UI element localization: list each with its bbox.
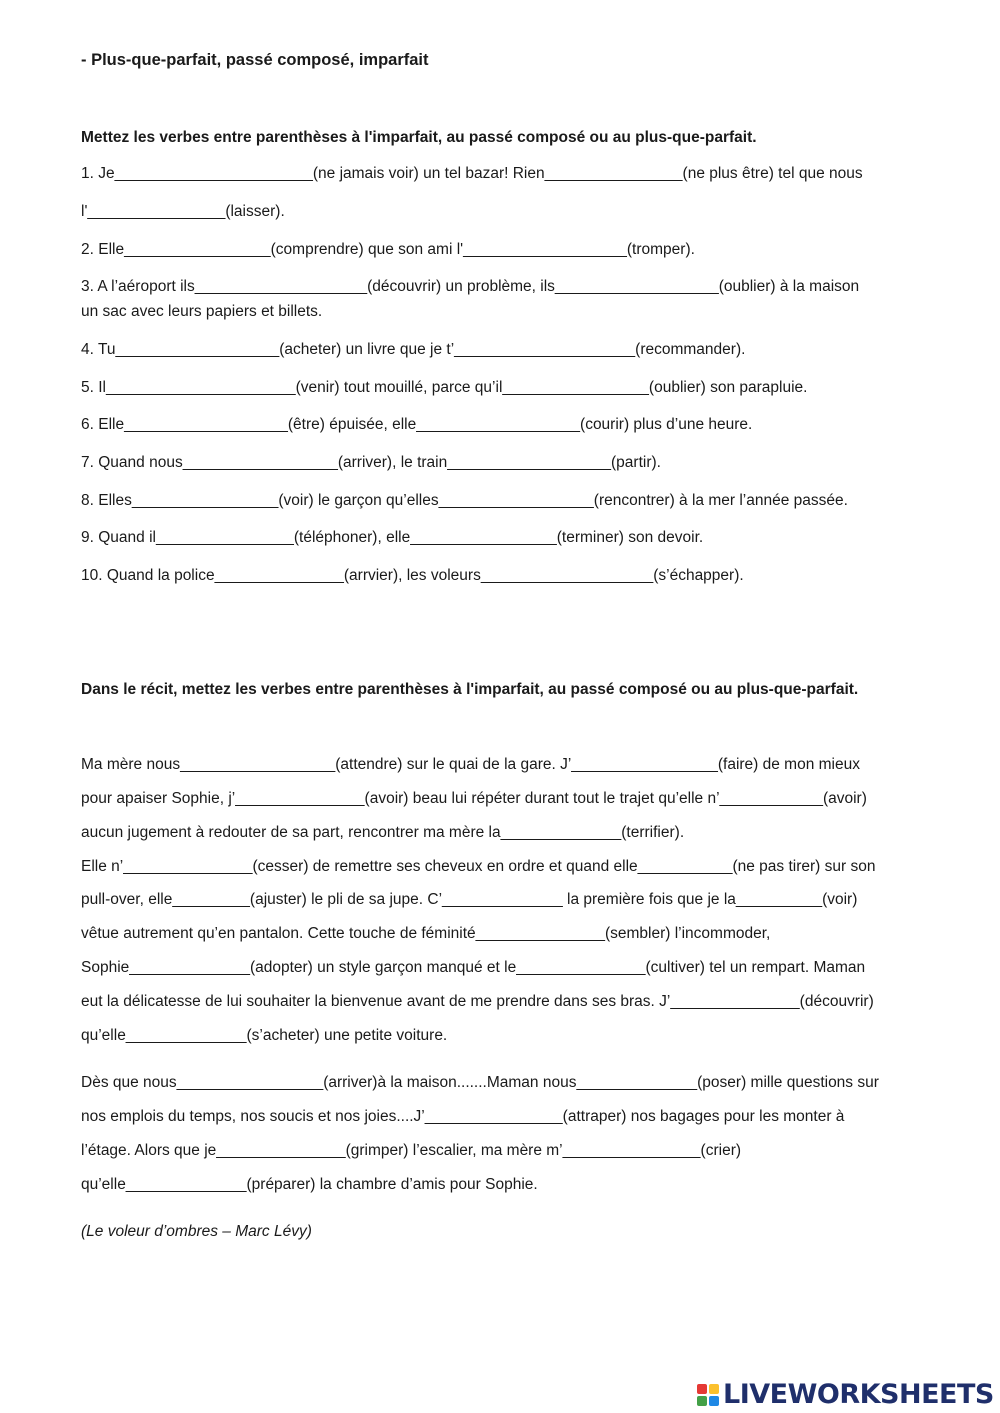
story-line: Ma mère nous__________________(attendre) sur le quai de la gare. J’_________________(faire) de mon mieux (81, 756, 860, 773)
story-line: pull-over, elle_________(ajuster) le pli de sa jupe. C’______________ la première fois que je la__________(voir) (81, 891, 858, 908)
story-line: nos emplois du temps, nos soucis et nos joies....J’________________(attraper) nos bagages pour les monter à (81, 1108, 845, 1125)
instruction-section-1: Mettez les verbes entre parenthèses à l'imparfait, au passé composé ou au plus-que-parfait. (81, 129, 757, 146)
exercise-line: 5. Il______________________(venir) tout mouillé, parce qu’il_________________(oublier) son parapluie. (81, 379, 808, 396)
exercise-line: 10. Quand la police_______________(arrvier), les voleurs____________________(s’échapper). (81, 567, 744, 584)
exercise-line: 1. Je_______________________(ne jamais voir) un tel bazar! Rien________________(ne plus être) tel que nous (81, 165, 863, 182)
exercise-line: un sac avec leurs papiers et billets. (81, 303, 323, 320)
story-line: aucun jugement à redouter de sa part, rencontrer ma mère la______________(terrifier). (81, 824, 685, 841)
logo-text: LIVEWORKSHEETS (723, 1379, 994, 1410)
story-line: pour apaiser Sophie, j’_______________(avoir) beau lui répéter durant tout le trajet qu’elle n’____________(avoir) (81, 790, 867, 807)
story-line: vêtue autrement qu’en pantalon. Cette touche de féminité_______________(sembler) l’incommoder, (81, 925, 771, 942)
exercise-line: 9. Quand il________________(téléphoner), elle_________________(terminer) son devoir. (81, 529, 704, 546)
story-line: Dès que nous_________________(arriver)à la maison.......Maman nous______________(poser) mille questions sur (81, 1074, 879, 1091)
liveworksheets-logo (697, 1381, 994, 1409)
story-line: Elle n’_______________(cesser) de remettre ses cheveux en ordre et quand elle___________(ne pas tirer) sur son (81, 858, 876, 875)
exercise-line: l'________________(laisser). (81, 203, 285, 220)
exercise-line: 4. Tu___________________(acheter) un livre que je t’_____________________(recommander). (81, 341, 746, 358)
exercise-line: 3. A l’aéroport ils____________________(découvrir) un problème, ils___________________(oublier) à la maison (81, 278, 860, 295)
exercise-line: 2. Elle_________________(comprendre) que son ami l'___________________(tromper). (81, 241, 695, 258)
exercise-line: 7. Quand nous__________________(arriver), le train___________________(partir). (81, 454, 661, 471)
liveworksheets-logo-icon (697, 1384, 719, 1406)
page-title: - Plus-que-parfait, passé composé, imparfait (81, 51, 429, 69)
story-line: qu’elle______________(préparer) la chambre d’amis pour Sophie. (81, 1176, 538, 1193)
story-line: l’étage. Alors que je_______________(grimper) l’escalier, ma mère m’________________(crier) (81, 1142, 742, 1159)
exercise-line: 8. Elles_________________(voir) le garçon qu’elles__________________(rencontrer) à la mer l’année passée. (81, 492, 848, 509)
instruction-section-2: Dans le récit, mettez les verbes entre parenthèses à l'imparfait, au passé composé ou au plus-que-parfait. (81, 681, 859, 698)
story-line: Sophie______________(adopter) un style garçon manqué et le_______________(cultiver) tel un rempart. Maman (81, 959, 866, 976)
citation: (Le voleur d’ombres – Marc Lévy) (81, 1223, 312, 1240)
story-line: qu’elle______________(s’acheter) une petite voiture. (81, 1027, 448, 1044)
story-line: eut la délicatesse de lui souhaiter la bienvenue avant de me prendre dans ses bras. J’_______________(découvrir) (81, 993, 874, 1010)
exercise-line: 6. Elle___________________(être) épuisée, elle___________________(courir) plus d’une heure. (81, 416, 753, 433)
